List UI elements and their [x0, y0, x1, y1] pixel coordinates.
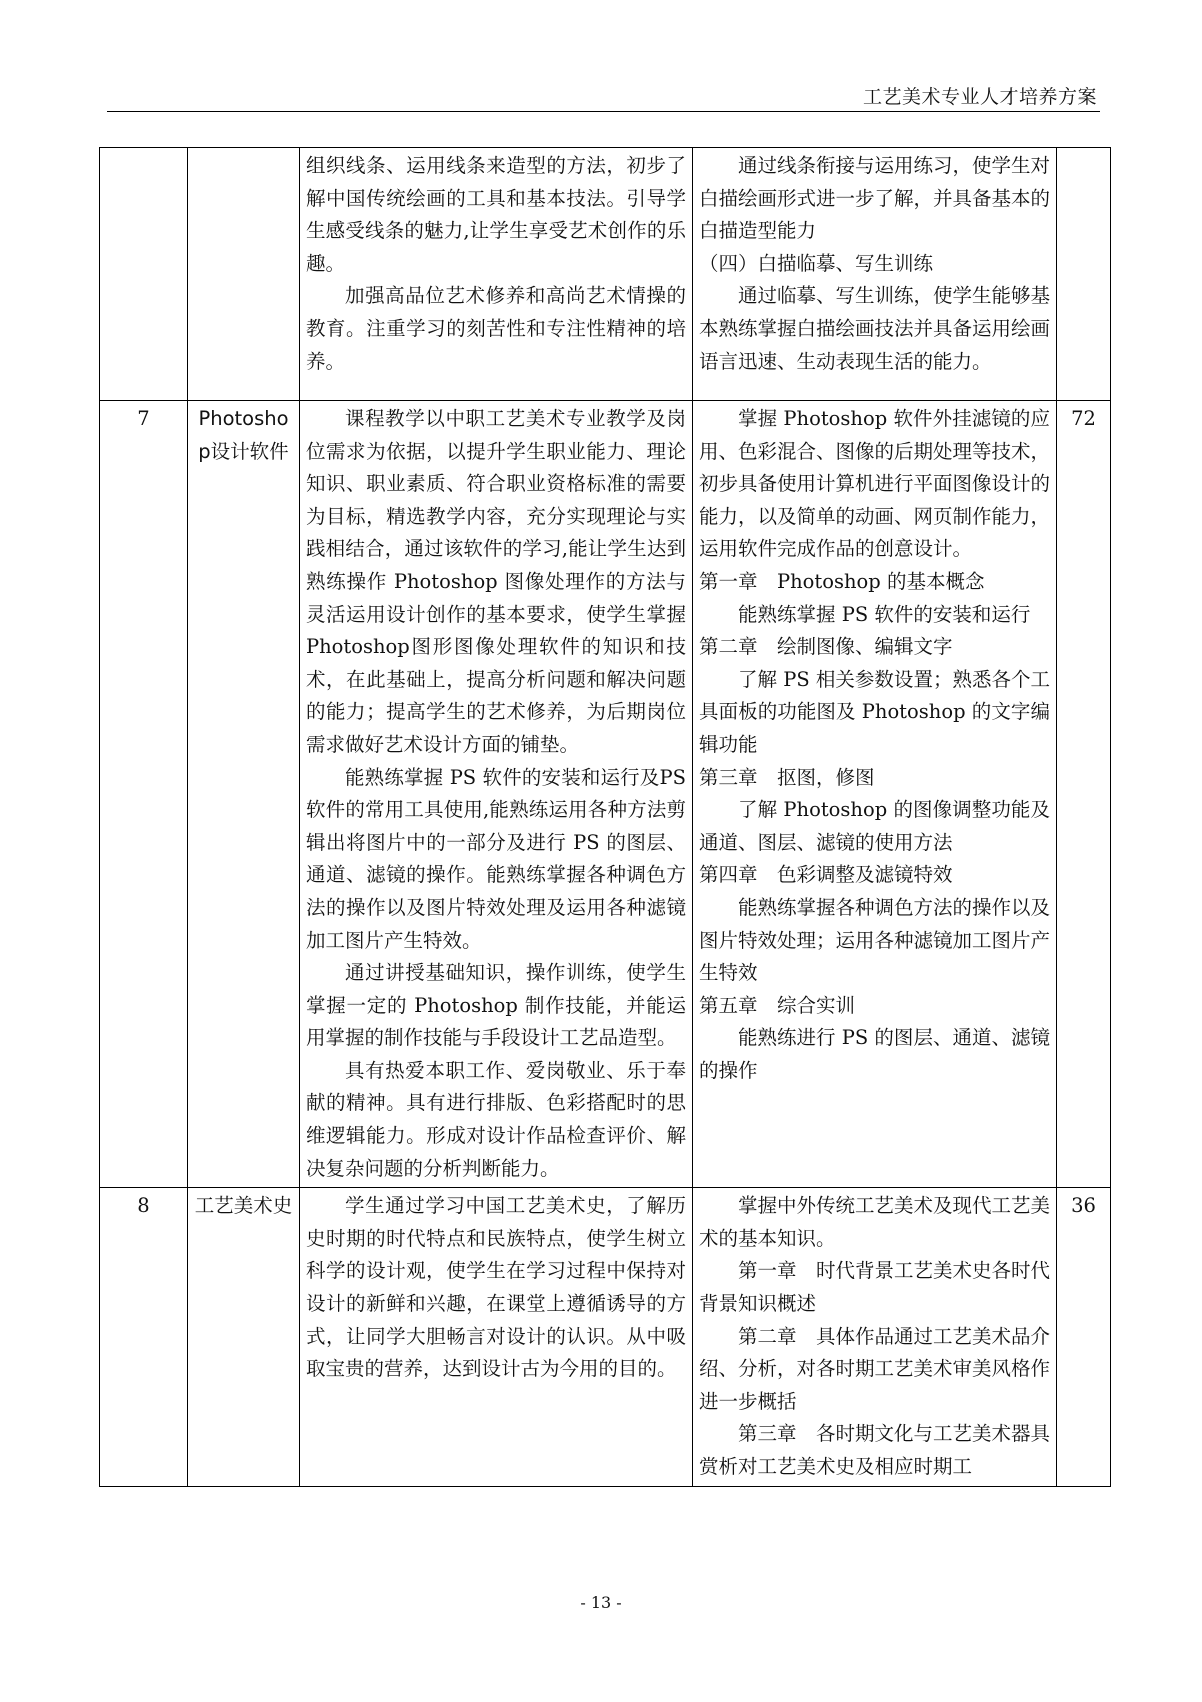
content-paragraph: 第三章 抠图，修图 — [699, 765, 875, 789]
table-row — [100, 401, 1111, 1188]
content-paragraph: 了解 Photoshop 的图像调整功能及通道、图层、滤镜的使用方法 — [699, 798, 1050, 854]
course-content — [693, 148, 1057, 401]
content-paragraph: 第一章 时代背景工艺美术史各时代背景知识概述 — [699, 1259, 1051, 1316]
content-paragraph: 第四章 色彩调整及滤镜特效 — [699, 863, 953, 887]
content-paragraph: （四）白描临摹、写生训练 — [699, 251, 934, 275]
table-row — [100, 1188, 1111, 1486]
content-paragraph: 第二章 具体作品通过工艺美术品介绍、分析，对各时期工艺美术审美风格作进一步概括 — [699, 1324, 1051, 1413]
goal-paragraph: 加强高品位艺术修养和高尚艺术情操的教育。注重学习的刻苦性和专注性精神的培养。 — [306, 284, 686, 373]
course-goals — [300, 1188, 693, 1486]
content-paragraph: 了解 PS 相关参数设置；熟悉各个工具面板的功能图及 Photoshop 的文字编辑功能 — [699, 667, 1050, 756]
goal-paragraph: 通过讲授基础知识，操作训练，使学生掌握一定的 Photoshop 制作技能，并能运用掌握的制作技能与手段设计工艺品造型。 — [306, 961, 686, 1050]
content-paragraph: 能熟练进行 PS 的图层、通道、滤镜的操作 — [699, 1026, 1050, 1082]
content-paragraph: 掌握 Photoshop 软件外挂滤镜的应用、色彩混合、图像的后期处理等技术，初步具备使用计算机进行平面图像设计的能力，以及简单的动画、网页制作能力，运用软件完成作品的创意设计。 — [699, 407, 1051, 561]
header-rule — [107, 111, 1100, 112]
course-name: Photoshop设计软件 — [188, 401, 300, 1188]
course-hours: 36 — [1057, 1188, 1111, 1486]
curriculum-table — [99, 147, 1111, 1487]
course-number: 8 — [100, 1188, 188, 1486]
content-paragraph: 第三章 各时期文化与工艺美术器具赏析对工艺美术史及相应时期工 — [699, 1422, 1051, 1478]
course-goals — [300, 401, 693, 1188]
content-paragraph: 第二章 绘制图像、编辑文字 — [699, 635, 953, 659]
course-hours — [1057, 148, 1111, 401]
content-paragraph: 掌握中外传统工艺美术及现代工艺美术的基本知识。 — [699, 1194, 1051, 1250]
goal-paragraph: 能熟练掌握 PS 软件的安装和运行及PS 软件的常用工具使用,能熟练运用各种方法剪辑出将图片中的一部分及进行 PS 的图层、通道、滤镜的操作。能熟练掌握各种调色方法的操作以及图片特效处理及运用各种滤镜加工图片产生特效。 — [306, 765, 686, 952]
document-title: 工艺美术专业人才培养方案 — [862, 86, 1097, 108]
course-hours: 72 — [1057, 401, 1111, 1188]
course-name — [188, 148, 300, 401]
course-number: 7 — [100, 401, 188, 1188]
goal-paragraph: 课程教学以中职工艺美术专业教学及岗位需求为依据，以提升学生职业能力、理论知识、职业素质、符合职业资格标准的需要为目标，精选教学内容，充分实现理论与实践相结合，通过该软件的学习,能让学生达到熟练操作 Photoshop 图像处理作的方法与灵活运用设计创作的基本要求，使学生掌握Photoshop图形图像处理软件的知识和技术，在此基础上，提高分析问题和解决问题的能力；提高学生的艺术修养，为后期岗位需求做好艺术设计方面的铺垫。 — [306, 407, 686, 756]
course-content — [693, 401, 1057, 1188]
content-paragraph: 能熟练掌握各种调色方法的操作以及图片特效处理；运用各种滤镜加工图片产生特效 — [699, 895, 1051, 985]
course-goals — [300, 148, 693, 401]
course-number — [100, 148, 188, 401]
content-paragraph: 通过临摹、写生训练，使学生能够基本熟练掌握白描绘画技法并具备运用绘画语言迅速、生动表现生活的能力。 — [699, 284, 1051, 373]
table-row — [100, 148, 1111, 401]
content-paragraph: 第五章 综合实训 — [699, 993, 856, 1017]
course-name: 工艺美术史 — [188, 1188, 300, 1486]
goal-paragraph: 学生通过学习中国工艺美术史，了解历史时期的时代特点和民族特点，使学生树立科学的设计观，使学生在学习过程中保持对设计的新鲜和兴趣，在课堂上遵循诱导的方式，让同学大胆畅言对设计的认识。从中吸取宝贵的营养，达到设计古为今用的目的。 — [306, 1194, 686, 1381]
content-paragraph: 通过线条衔接与运用练习，使学生对白描绘画形式进一步了解，并具备基本的白描造型能力 — [699, 154, 1051, 243]
goal-paragraph: 具有热爱本职工作、爱岗敬业、乐于奉献的精神。具有进行排版、色彩搭配时的思维逻辑能力。形成对设计作品检查评价、解决复杂问题的分析判断能力。 — [306, 1058, 686, 1180]
page-number: - 13 - — [580, 1593, 622, 1612]
content-paragraph: 能熟练掌握 PS 软件的安装和运行 — [738, 602, 1031, 626]
goal-paragraph: 组织线条、运用线条来造型的方法，初步了解中国传统绘画的工具和基本技法。引导学生感受线条的魅力,让学生享受艺术创作的乐趣。 — [306, 154, 686, 275]
content-paragraph: 第一章 Photoshop 的基本概念 — [699, 569, 985, 593]
course-content — [693, 1188, 1057, 1486]
